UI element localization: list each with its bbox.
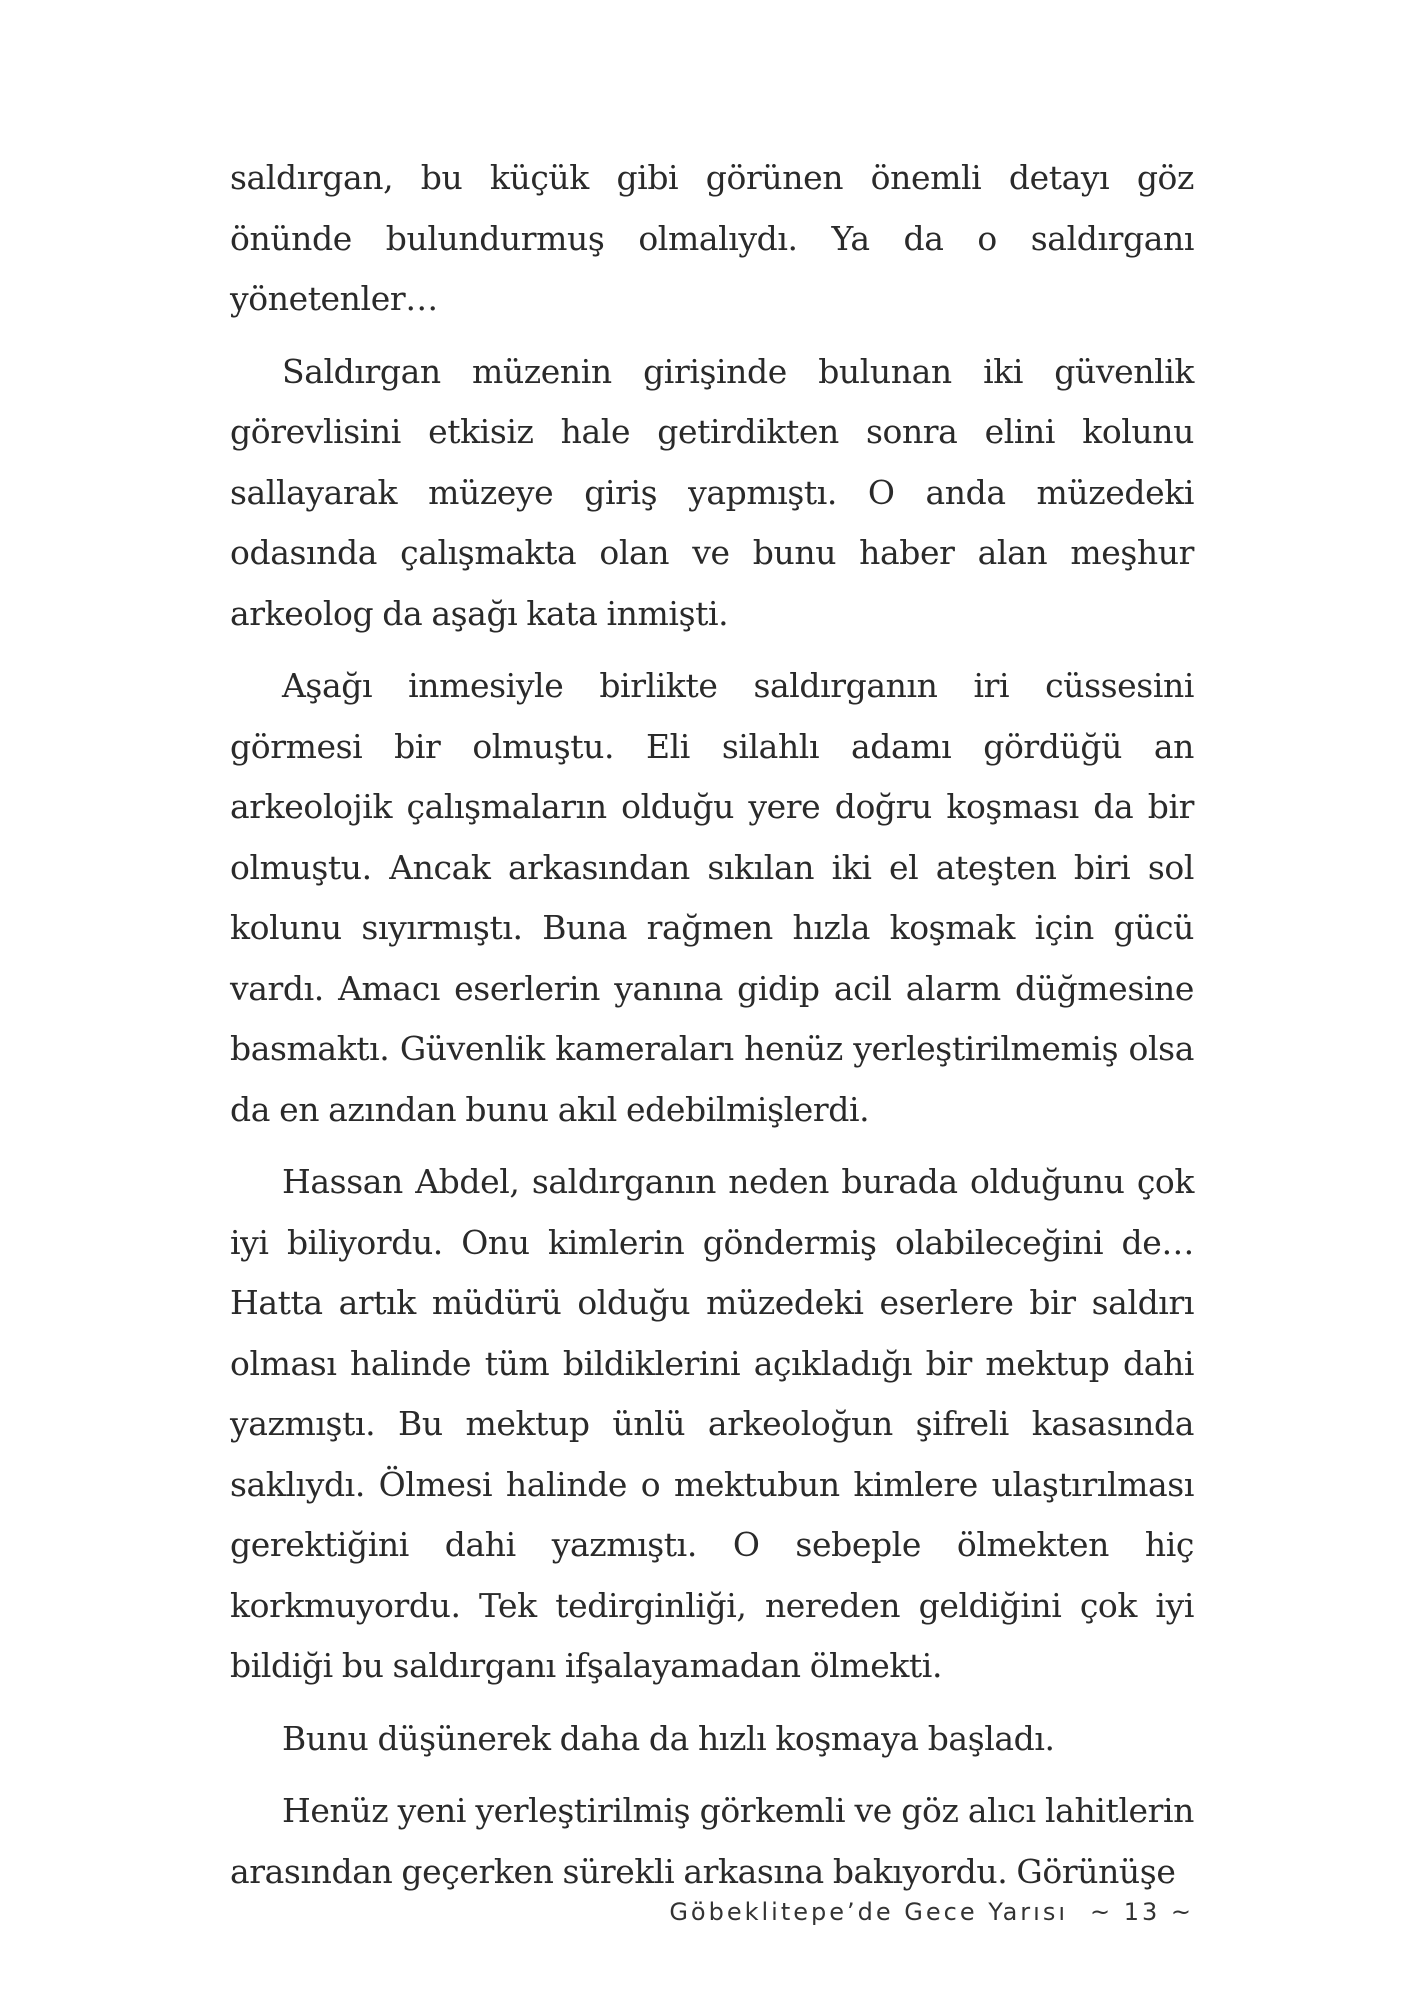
paragraph-2: Saldırgan müzenin girişinde bulunan iki güvenlik görevlisini etkisiz hale getirdikten sonra elini kolunu sallayarak müzeye giriş yapmıştı. O anda müzedeki odasında çalışmakta olan ve bunu haber alan meşhur arkeolog da aşağı kata inmişti.	[230, 351, 1194, 633]
page-number: ~ 13 ~	[1089, 1898, 1194, 1926]
paragraph-1: saldırgan, bu küçük gibi görünen önemli detayı göz önünde bulundurmuş olmalıydı. Ya da o saldırganı yönetenler…	[230, 158, 1194, 318]
running-title: Göbeklitepe’de Gece Yarısı	[669, 1898, 1068, 1926]
paragraph-5: Bunu düşünerek daha da hızlı koşmaya başladı.	[282, 1718, 1055, 1758]
paragraph-4: Hassan Abdel, saldırganın neden burada olduğunu çok iyi biliyordu. Onu kimlerin göndermiş olabileceğini de… Hatta artık müdürü olduğu müzedeki eserlere bir saldırı olması halinde tüm bildiklerini açıkladığı bir mektup dahi yazmıştı. Bu mektup ünlü arkeoloğun şifreli kasasında saklıydı. Ölmesi halinde o mektubun kimlere ulaştırılması gerektiğini dahi yazmıştı. O sebeple ölmekten hiç korkmuyordu. Tek tedirginliği, nereden geldiğini çok iyi bildiği bu saldırganı ifşalayamadan ölmekti.	[230, 1162, 1194, 1685]
body-text	[230, 148, 1194, 1914]
paragraph-6: Henüz yeni yerleştirilmiş görkemli ve göz alıcı lahitlerin arasından geçerken sürekli arkasına bakıyordu. Görünüşe	[230, 1791, 1194, 1891]
page-footer	[669, 1898, 1194, 1926]
paragraph-3: Aşağı inmesiyle birlikte saldırganın iri cüssesini görmesi bir olmuştu. Eli silahlı adamı gördüğü an arkeolojik çalışmaların olduğu yere doğru koşması da bir olmuştu. Ancak arkasından sıkılan iki el ateşten biri sol kolunu sıyırmıştı. Buna rağmen hızla koşmak için gücü vardı. Amacı eserlerin yanına gidip acil alarm düğmesine basmaktı. Güvenlik kameraları henüz yerleştirilmemiş olsa da en azından bunu akıl edebilmişlerdi.	[230, 666, 1194, 1129]
